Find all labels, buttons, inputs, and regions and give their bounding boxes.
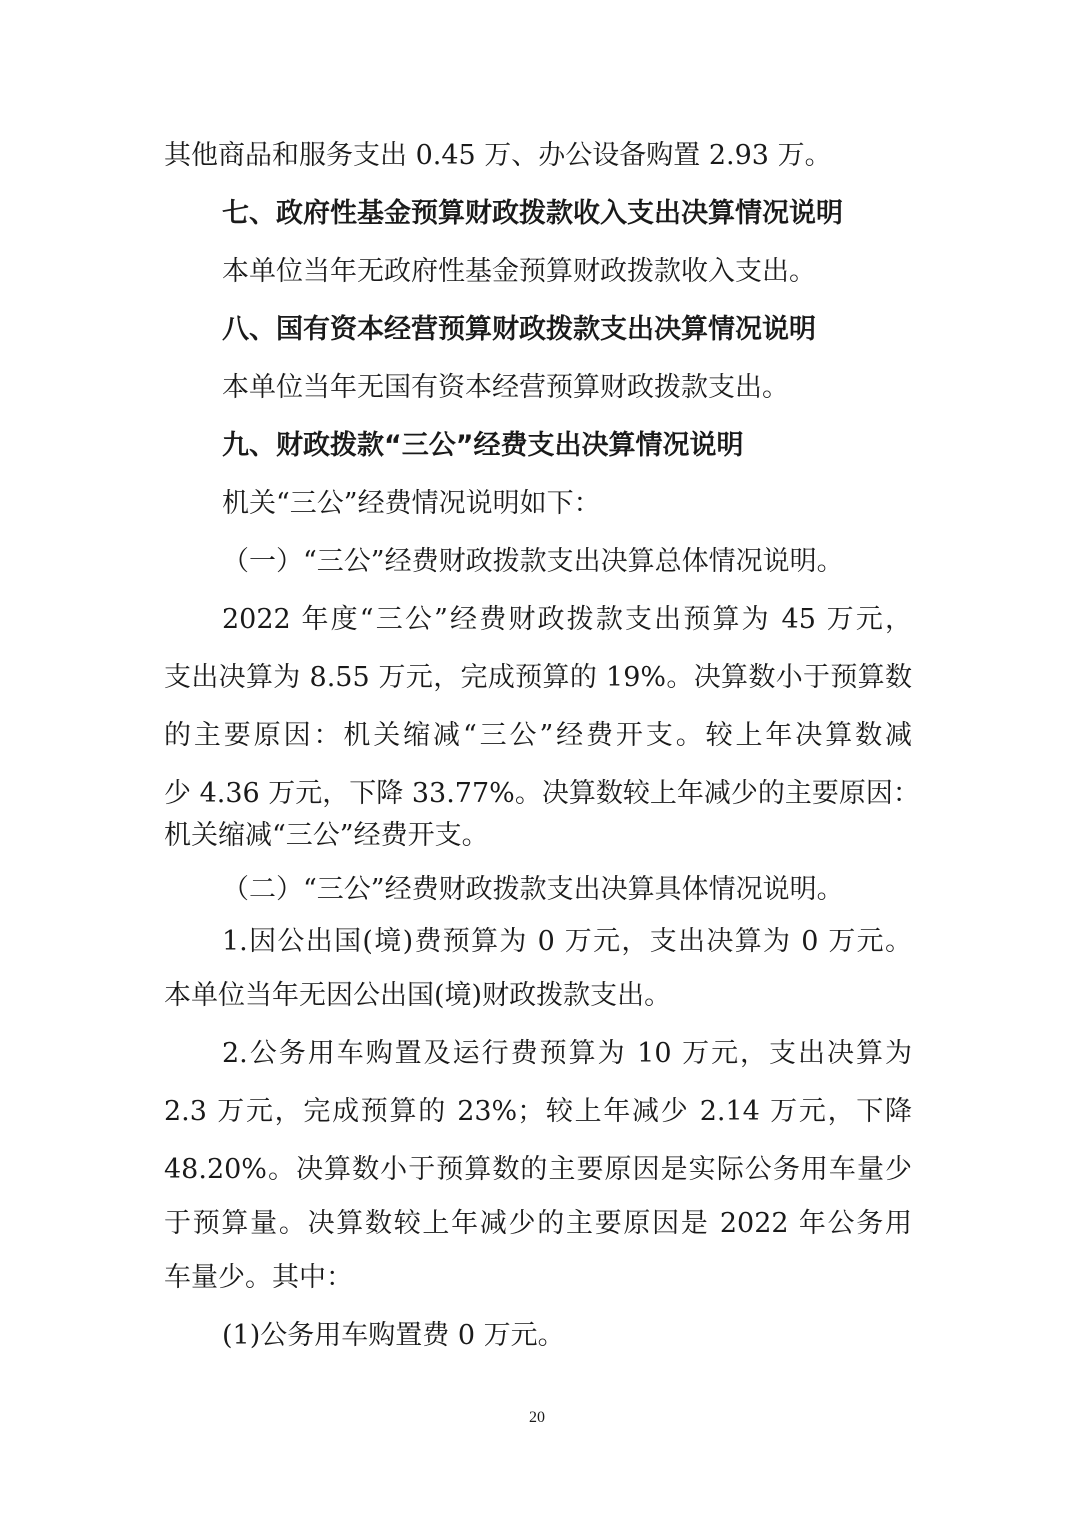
paragraph-line: 车量少。其中： bbox=[164, 1262, 353, 1293]
paragraph-line: 于预算量。决算数较上年减少的主要原因是 2022 年公务用 bbox=[164, 1208, 912, 1239]
subsection-heading-2: （二）“三公”经费财政拨款支出决算具体情况说明。 bbox=[222, 874, 844, 905]
paragraph-line: (1)公务用车购置费 0 万元。 bbox=[222, 1320, 565, 1351]
paragraph-line: 少 4.36 万元，下降 33.77%。决算数较上年减少的主要原因： bbox=[164, 778, 920, 809]
paragraph-line: 2022 年度“三公”经费财政拨款支出预算为 45 万元， bbox=[222, 604, 912, 635]
paragraph-line: 的主要原因：机关缩减“三公”经费开支。较上年决算数减 bbox=[164, 720, 912, 751]
paragraph-line: 支出决算为 8.55 万元，完成预算的 19%。决算数小于预算数 bbox=[164, 662, 912, 693]
paragraph-line: 机关缩减“三公”经费开支。 bbox=[164, 820, 489, 851]
paragraph-line: 本单位当年无政府性基金预算财政拨款收入支出。 bbox=[222, 256, 816, 287]
paragraph-line: 2.公务用车购置及运行费预算为 10 万元，支出决算为 bbox=[222, 1038, 912, 1069]
paragraph-line: 本单位当年无因公出国(境)财政拨款支出。 bbox=[164, 980, 672, 1011]
page-number: 20 bbox=[529, 1409, 545, 1426]
paragraph-line: 其他商品和服务支出 0.45 万、办公设备购置 2.93 万。 bbox=[164, 140, 832, 171]
paragraph-line: 48.20%。决算数小于预算数的主要原因是实际公务用车量少 bbox=[164, 1154, 912, 1185]
section-heading-9: 九、财政拨款“三公”经费支出决算情况说明 bbox=[222, 430, 744, 461]
paragraph-line: 1.因公出国(境)费预算为 0 万元，支出决算为 0 万元。 bbox=[222, 926, 912, 957]
section-heading-8: 八、国有资本经营预算财政拨款支出决算情况说明 bbox=[222, 314, 816, 345]
paragraph-line: 2.3 万元，完成预算的 23%；较上年减少 2.14 万元，下降 bbox=[164, 1096, 912, 1127]
paragraph-line: 机关“三公”经费情况说明如下： bbox=[222, 488, 601, 519]
subsection-heading-1: （一）“三公”经费财政拨款支出决算总体情况说明。 bbox=[222, 546, 844, 577]
section-heading-7: 七、政府性基金预算财政拨款收入支出决算情况说明 bbox=[222, 198, 843, 229]
paragraph-line: 本单位当年无国有资本经营预算财政拨款支出。 bbox=[222, 372, 789, 403]
